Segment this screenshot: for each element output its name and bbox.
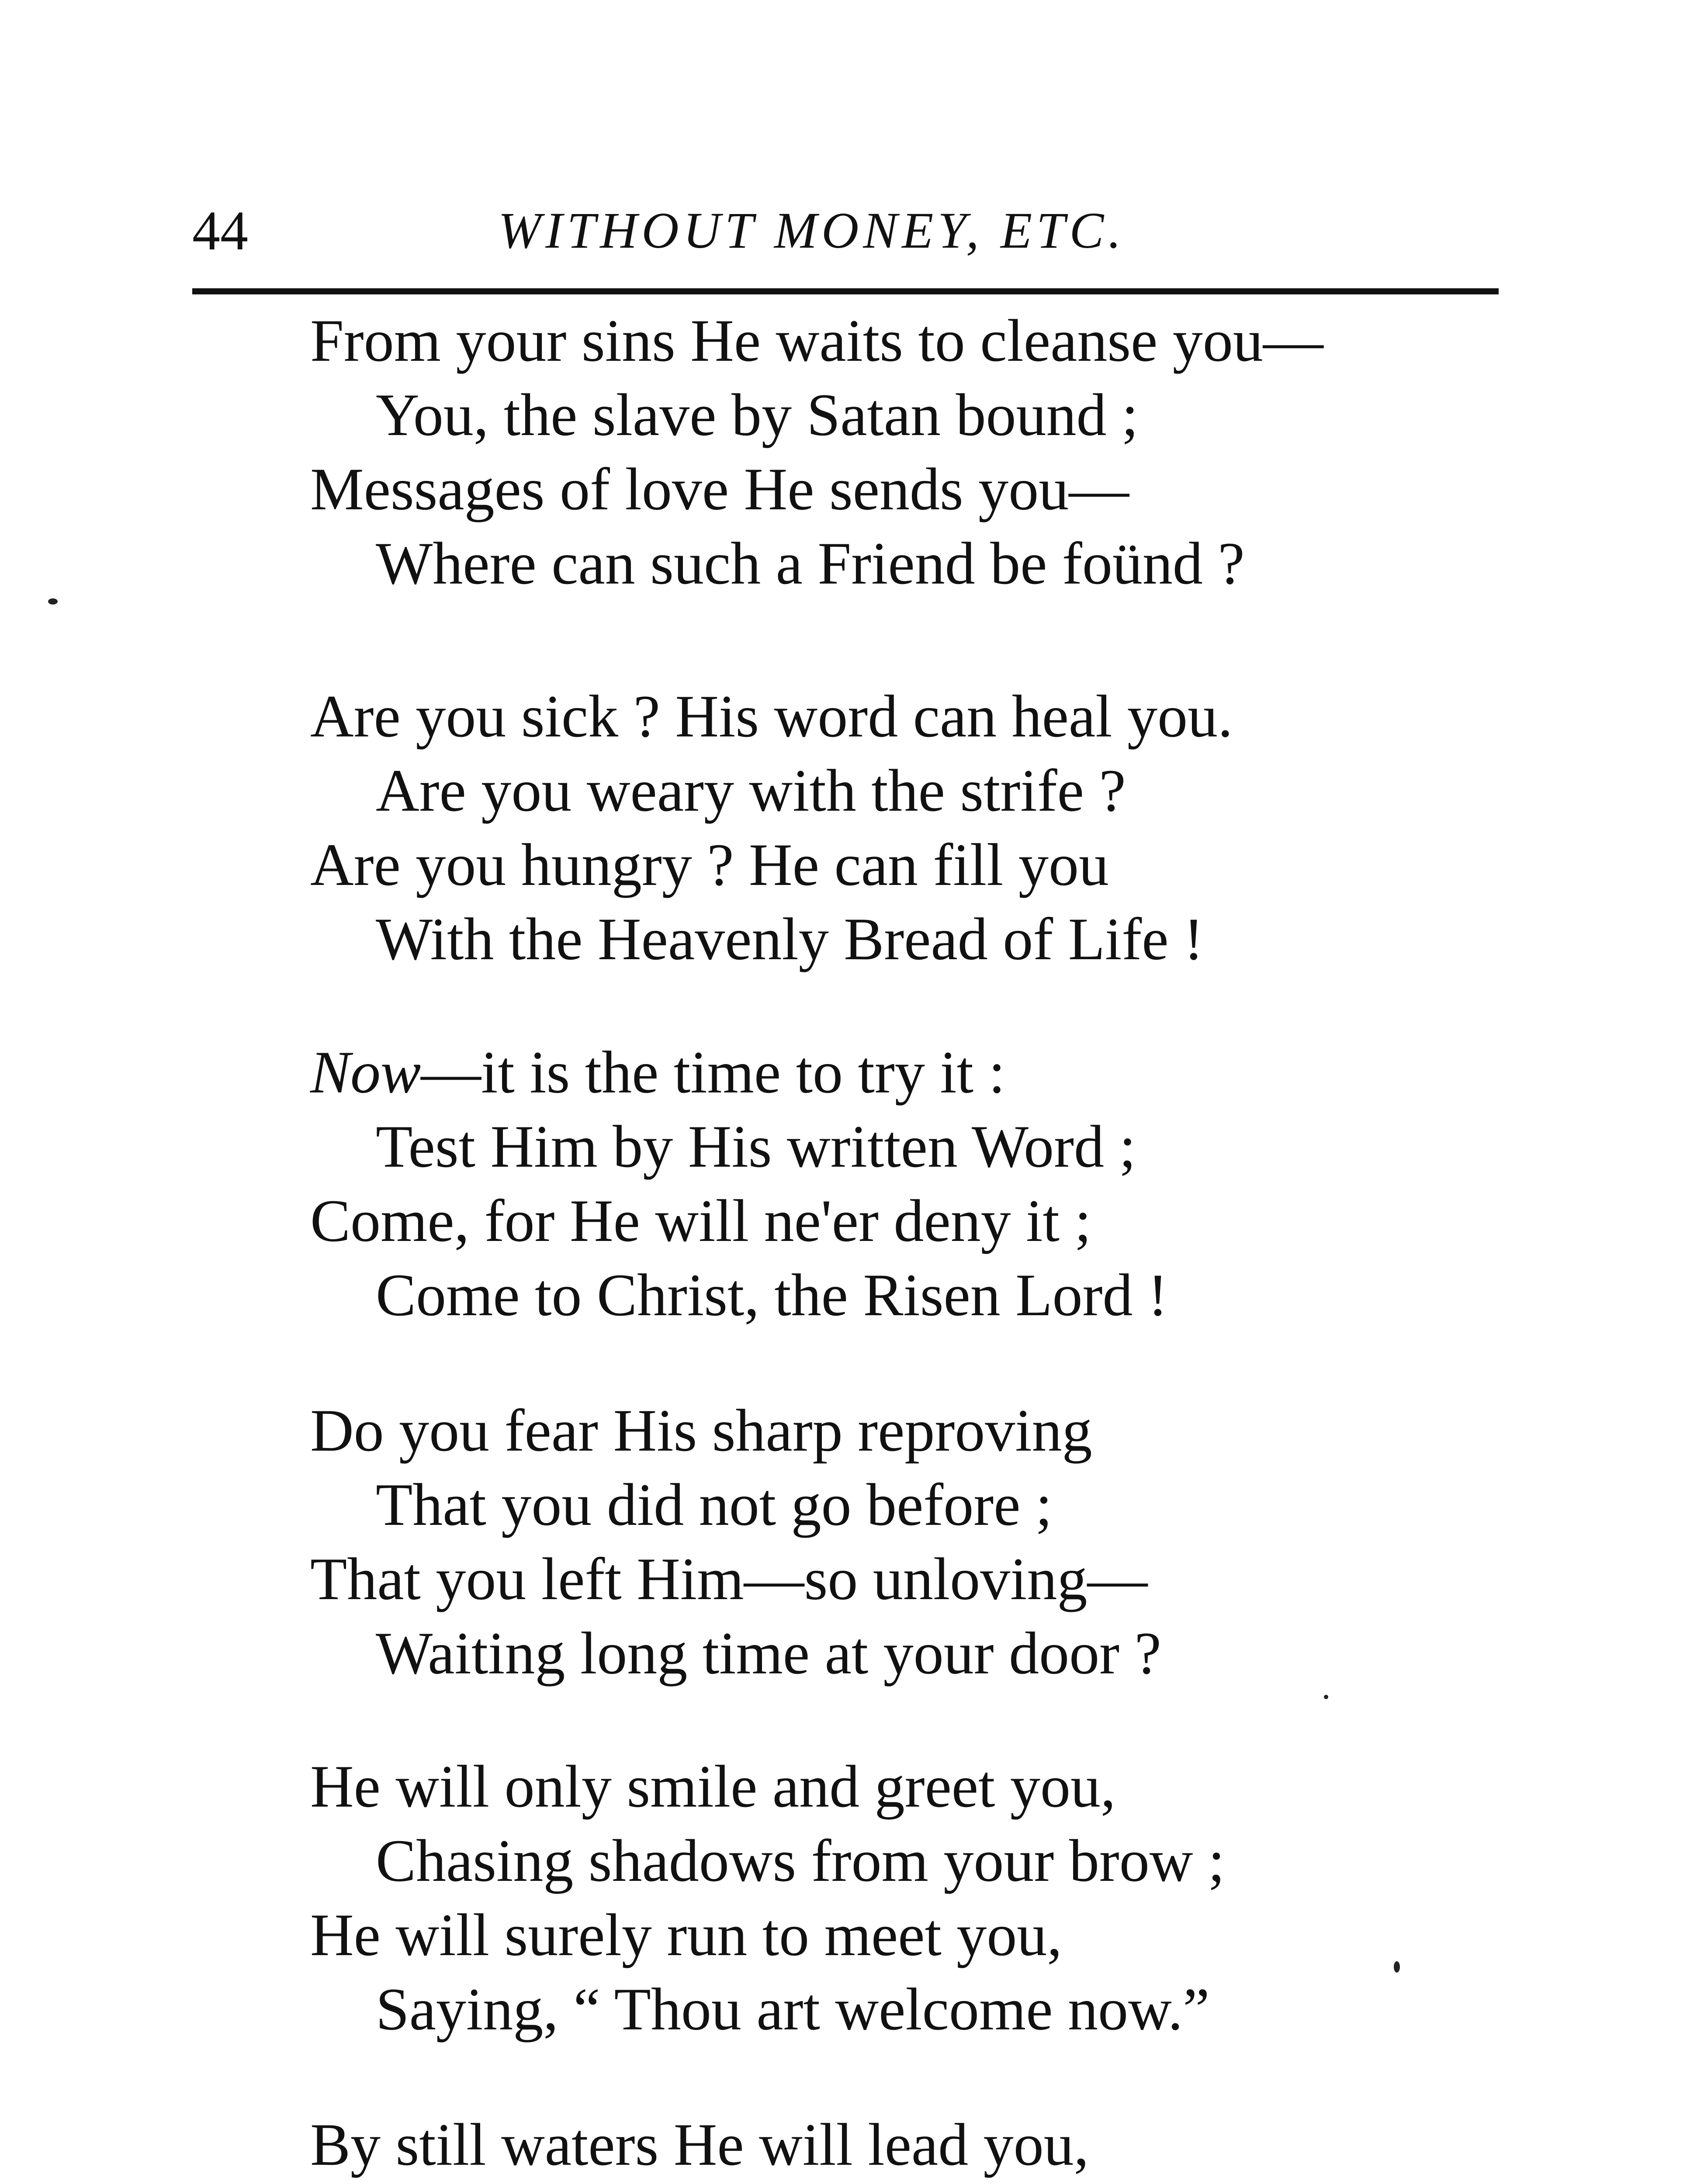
poem-line: Come, for He will ne'er deny it ;	[310, 1187, 1091, 1254]
poem-line: That you left Him—so unloving—	[310, 1545, 1148, 1612]
stanza-6	[310, 2108, 1534, 2184]
poem-line: Saying, “ Thou art welcome now.”	[376, 1976, 1210, 2042]
poem-line: Come to Christ, the Risen Lord !	[376, 1261, 1168, 1328]
poem-line: Test Him by His written Word ;	[376, 1113, 1136, 1180]
emphasized-word: Now	[310, 1039, 421, 1106]
running-head: WITHOUT MONEY, ETC.	[498, 202, 1126, 259]
poem-line: That you did not go before ;	[376, 1471, 1053, 1538]
poem-line	[310, 2182, 1534, 2184]
print-speck	[48, 598, 58, 605]
poem-line: With the Heavenly Bread of Life !	[376, 905, 1204, 972]
poem-line: You, the slave by Satan bound ;	[376, 381, 1139, 448]
stanza-2	[310, 679, 1534, 976]
poem-line: Are you weary with the strife ?	[376, 757, 1126, 824]
poem-line: By still waters He will lead you,	[310, 2111, 1089, 2178]
poem-line: He will surely run to meet you,	[310, 1901, 1062, 1968]
stanza-4	[310, 1393, 1534, 1690]
stanza-5	[310, 1749, 1534, 2046]
poem-line-rest: —it is the time to try it :	[421, 1039, 1005, 1106]
print-speck	[1324, 1695, 1328, 1699]
stanza-1	[310, 304, 1534, 601]
poem-line: Chasing shadows from your brow ;	[376, 1827, 1225, 1894]
poem-line: Are you sick ? His word can heal you.	[310, 683, 1233, 750]
poem-line: Waiting long time at your door ?	[376, 1620, 1161, 1686]
poem-line: Are you hungry ? He can fill you	[310, 831, 1109, 898]
poem-line: Messages of love He sends you—	[310, 456, 1129, 522]
page-number: 44	[192, 200, 248, 262]
poem-line: Where can such a Friend be foünd ?	[376, 530, 1245, 597]
poem-line: Do you fear His sharp reproving	[310, 1397, 1092, 1464]
poem-line: He will only smile and greet you,	[310, 1753, 1116, 1820]
poem-line	[310, 1035, 1534, 1109]
stanza-3	[310, 1035, 1534, 1332]
poem-line: From your sins He waits to cleanse you—	[310, 307, 1323, 374]
print-speck	[1394, 1961, 1400, 1973]
